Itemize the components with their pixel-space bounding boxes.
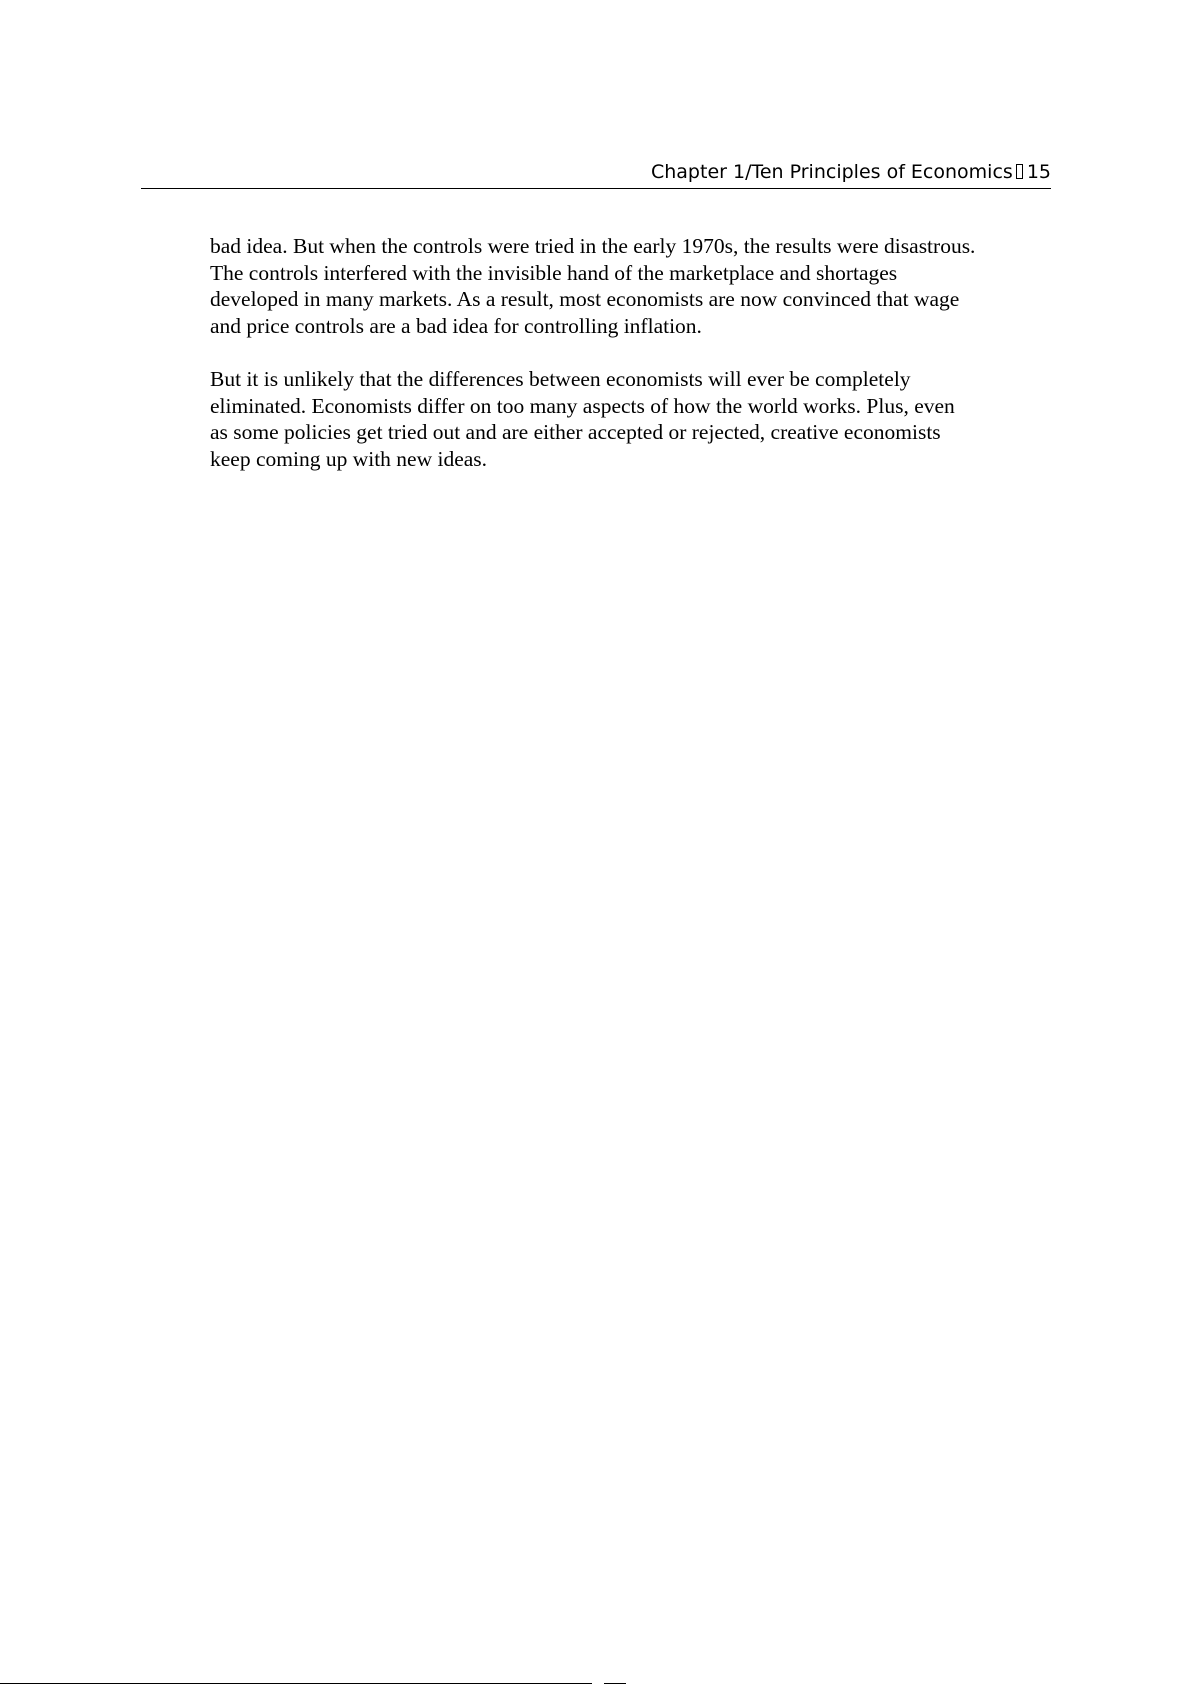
text-line: and price controls are a bad idea for controlling inflation. bbox=[210, 313, 702, 338]
running-title: Chapter 1/Ten Principles of Economics bbox=[650, 161, 1013, 183]
text-line: developed in many markets. As a result, most economists are now convinced that wage bbox=[210, 287, 960, 311]
text-line: eliminated. Economists differ on too many aspects of how the world works. Plus, even bbox=[210, 393, 955, 418]
running-header-text bbox=[651, 160, 1051, 184]
paragraph-2 bbox=[210, 366, 1060, 472]
text-line: as some policies get tried out and are either accepted or rejected, creative economists bbox=[210, 420, 941, 444]
page-number: 15 bbox=[1026, 161, 1051, 183]
footer-rule bbox=[0, 1683, 592, 1684]
body-text bbox=[210, 233, 1060, 499]
text-line: bad idea. But when the controls were tried in the early 1970s, the results were disastrous. bbox=[210, 234, 976, 258]
missing-glyph-icon bbox=[1016, 164, 1023, 179]
running-header bbox=[141, 160, 1051, 189]
text-line: The controls interfered with the invisible hand of the marketplace and shortages bbox=[210, 260, 898, 285]
paragraph-1 bbox=[210, 233, 1060, 339]
footer-rule-segment bbox=[604, 1683, 626, 1684]
text-line: keep coming up with new ideas. bbox=[210, 446, 488, 471]
text-line: But it is unlikely that the differences between economists will ever be completely bbox=[210, 367, 911, 391]
